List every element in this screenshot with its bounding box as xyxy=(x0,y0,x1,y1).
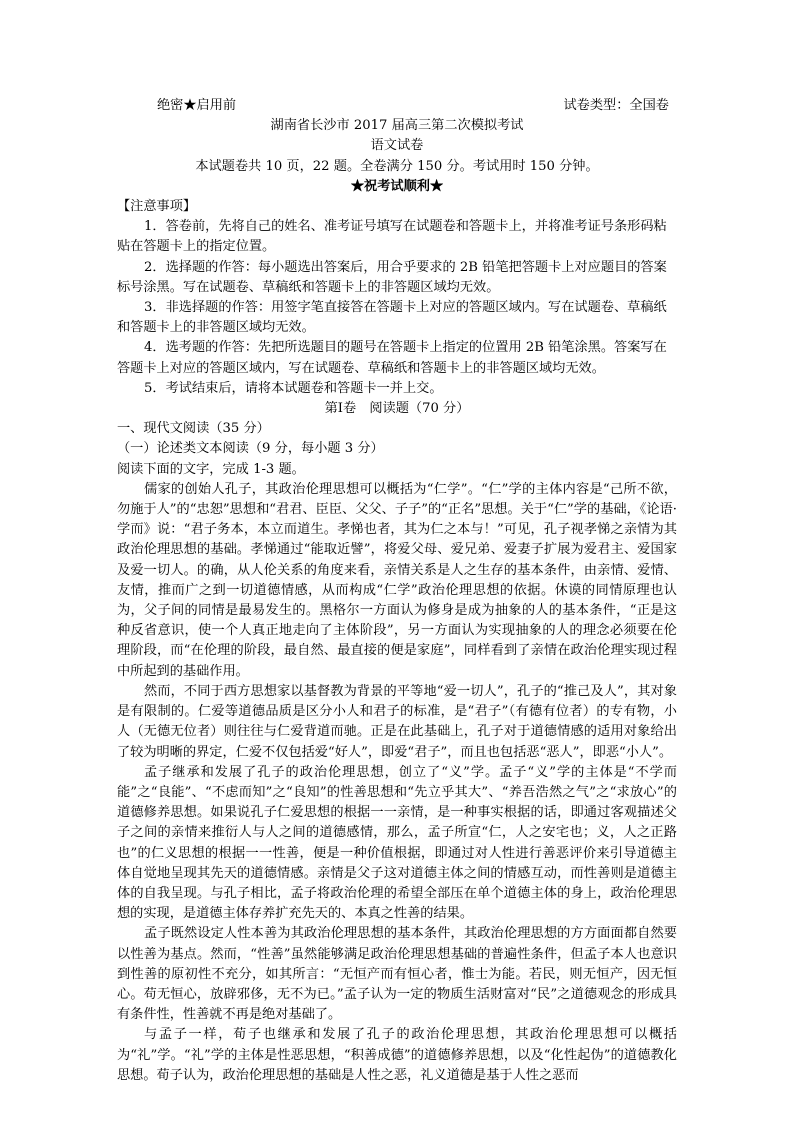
header-row xyxy=(117,96,677,116)
notice-item-2: 2．选择题的作答：每小题选出答案后，用合乎要求的 2B 铅笔把答题卡上对应题目的答案标号涂黑。写在试题卷、草稿纸和答题卡上的非答题区域均无效。 xyxy=(117,259,667,295)
subsection-heading: （一）论述类文本阅读（9 分，每小题 3 分） xyxy=(117,441,384,457)
passage-paragraph-1: 儒家的创始人孔子，其政治伦理思想可以概括为“仁学”。“仁”学的主体内容是“己所不欲，勿施于人”的“忠恕”思想和“君君、臣臣、父父、子子”的“正名”思想。关于“仁”学的基础，《论语·学而》说：“君子务本，本立而道生。孝悌也者，其为仁之本与！”可见，孔子视孝悌之亲情为其政治伦理思想的基础。孝悌通过“能取近譬”，将爱父母、爱兄弟、爱妻子扩展为爱君主、爱国家及爱一切人。的确，从人伦关系的角度来看，亲情关系是人之生存的基本条件，由亲情、爱情、友情，推而广之到一切道德情感，从而构成“仁学”政治伦理思想的依据。休谟的同情原理也认为，父子间的同情是最易发生的。黑格尔一方面认为修身是成为抽象的人的基本条件，“正是这种反省意识，使一个人真正地走向了主体阶段”，另一方面认为实现抽象的人的理念必须要在伦理阶段，而“在伦理的阶段，最自然、最直接的便是家庭”，同样看到了亲情在政治伦理实现过程中所起到的基础作用。 xyxy=(117,481,677,679)
notice-item-1: 1．答卷前，先将自己的姓名、准考证号填写在试题卷和答题卡上，并将准考证号条形码粘贴在答题卡上的指定位置。 xyxy=(117,219,667,255)
good-luck-banner: ★祝考试顺利★ xyxy=(350,178,444,194)
reading-instruction: 阅读下面的文字，完成 1-3 题。 xyxy=(117,461,305,477)
passage-paragraph-4: 孟子既然设定人性本善为其政治伦理思想的基本条件，其政治伦理思想的方方面面都自然要以性善为基点。然而，“性善”虽然能够满足政治伦理思想基础的普遍性条件，但孟子本人也意识到性善的原初性不充分，如其所言：“无恒产而有恒心者，惟士为能。若民，则无恒产，因无恒心。苟无恒心，放辟邪侈，无不为已。”孟子认为一定的物质生活财富对“民”之道德观念的形成具有条件性，性善就不再是绝对基础了。 xyxy=(117,926,677,1023)
section-heading: 一、现代文阅读（35 分） xyxy=(117,421,270,437)
exam-summary: 本试题卷共 10 页，22 题。全卷满分 150 分。考试用时 150 分钟。 xyxy=(195,158,599,174)
notice-heading: 【注意事项】 xyxy=(117,199,197,215)
passage-paragraph-3: 孟子继承和发展了孔子的政治伦理思想，创立了“义”学。孟子“义”学的主体是“不学而能”之“良能”、“不虑而知”之“良知”的性善思想和“先立乎其大”、“养吾浩然之气”之“求放心”的道德修养思想。如果说孔子仁爱思想的根据一一亲情，是一种事实根据的话，即通过客观描述父子之间的亲情来推衍人与人之间的道德感情，那么，孟子所宣“仁，人之安宅也；义，人之正路也”的仁义思想的根据一一性善，便是一种价值根据，即通过对人性进行善恶评价来引导道德主体自觉地呈现其先天的道德情感。亲情是父子这对道德主体之间的情感互动，而性善则是道德主体的自我呈现。与孔子相比，孟子将政治伦理的希望全部压在单个道德主体的身上，政治伦理思想的实现，是道德主体存养扩充先天的、本真之性善的结果。 xyxy=(117,764,677,922)
exam-title: 湖南省长沙市 2017 届高三第二次模拟考试 xyxy=(270,118,524,134)
passage-paragraph-5: 与孟子一样，荀子也继承和发展了孔子的政治伦理思想，其政治伦理思想可以概括为“礼”学。“礼”学的主体是性恶思想，“积善成德”的道德修养思想，以及“化性起伪”的道德教化思想。荀子认为，政治伦理思想的基础是人性之恶，礼义道德是基于人性之恶而 xyxy=(117,1027,677,1083)
exam-page xyxy=(117,96,677,1086)
paper-type-label: 试卷类型：全国卷 xyxy=(563,98,669,113)
notice-item-4: 4．选考题的作答：先把所选题目的题号在答题卡上指定的位置用 2B 铅笔涂黑。答案写在答题卡上对应的答题区域内，写在试题卷、草稿纸和答题卡上的非答题区域均无效。 xyxy=(117,340,667,376)
part-title: 第Ⅰ卷 阅读题（70 分） xyxy=(324,401,470,417)
confidential-label: 绝密★启用前 xyxy=(157,98,237,113)
subject-title: 语文试卷 xyxy=(370,138,424,154)
notice-item-5: 5．考试结束后，请将本试题卷和答题卡一并上交。 xyxy=(144,380,443,396)
notice-item-3: 3．非选择题的作答：用签字笔直接答在答题卡上对应的答题区域内。写在试题卷、草稿纸和答题卡上的非答题区域均无效。 xyxy=(117,300,667,336)
passage-paragraph-2: 然而，不同于西方思想家以基督教为背景的平等地“爱一切人”，孔子的“推己及人”，其对象是有限制的。仁爱等道德品质是区分小人和君子的标准，是“君子”（有德有位者）的专有物，小人（无德无位者）则往往与仁爱背道而驰。正是在此基础上，孔子对于道德情感的适用对象给出了较为明晰的界定，仁爱不仅包括爱“好人”，即爱“君子”，而且也包括恶“恶人”，即恶“小人”。 xyxy=(117,683,677,760)
